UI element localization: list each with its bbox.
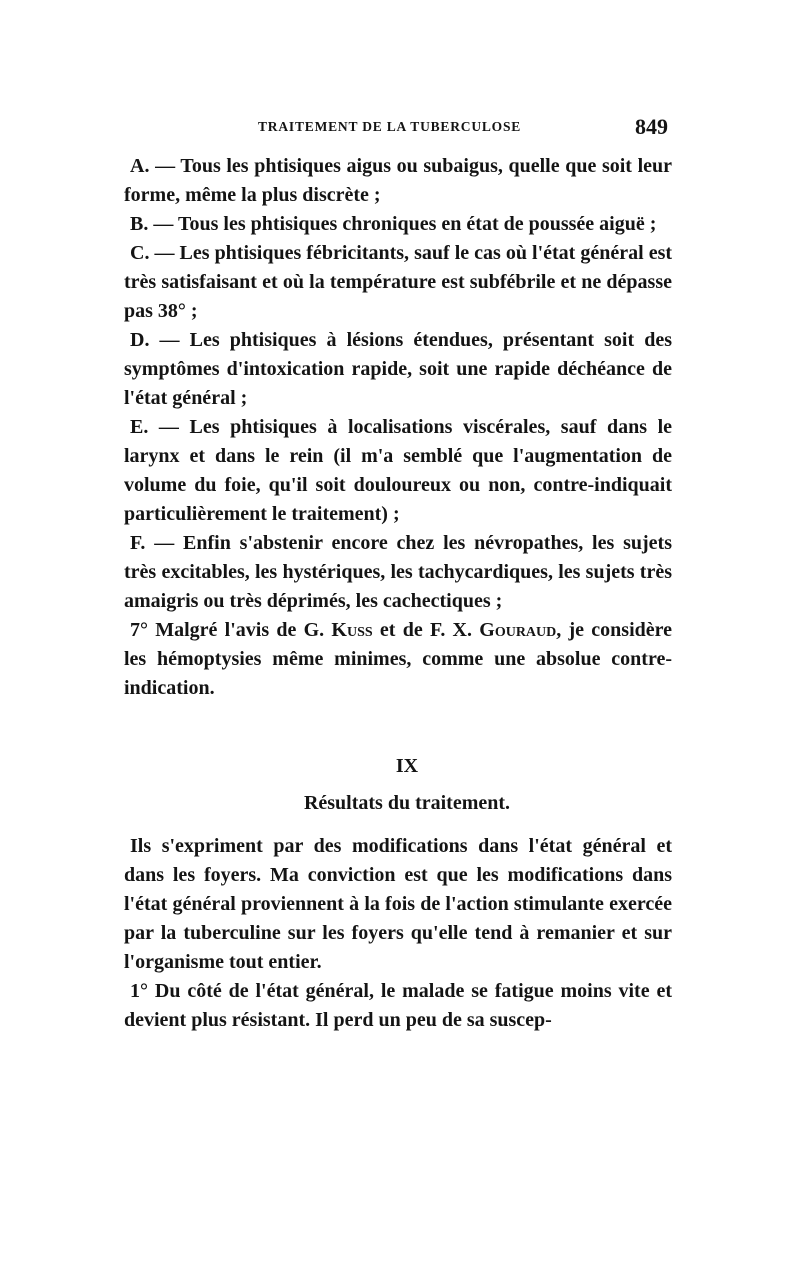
general-state-label: 1° — [130, 980, 148, 1002]
item-text-d: Les phtisiques à lésions étendues, présentant soit des symptômes d'intoxication rapide, soit une rapide déchéance de l'état général ; — [124, 329, 673, 409]
paragraph-d — [124, 326, 672, 413]
item-label-7: 7° — [130, 619, 148, 641]
section-title: Résultats du traitement. — [303, 792, 511, 814]
item7-text-c: , je considère les hémoptysies même minimes, comme une absolue contre-indication. — [124, 619, 673, 699]
item-label-e: E. — — [130, 416, 179, 438]
item-text-c: Les phtisiques fébricitants, sauf le cas où l'état général est très satisfaisant et où la température est subfébrile et ne dépasse pas 38° ; — [124, 242, 673, 322]
item-label-b: B. — — [130, 213, 174, 235]
item-text-b: Tous les phtisiques chroniques en état de poussée aiguë ; — [177, 213, 657, 235]
general-state-paragraph — [124, 977, 672, 1035]
paragraph-7 — [124, 616, 672, 703]
paragraph-b — [124, 210, 672, 239]
item-label-c: C. — — [130, 242, 175, 264]
paragraph-e — [124, 413, 672, 529]
running-title: TRAITEMENT DE LA TUBERCULOSE — [258, 119, 522, 134]
item7-text-b: et de F. X. — [379, 619, 473, 641]
paragraph-f — [124, 529, 672, 616]
page-body — [124, 152, 672, 1035]
general-state-text: Du côté de l'état général, le malade se fatigue moins vite et devient plus résistant. Il perd un peu de sa suscep- — [124, 980, 672, 1031]
running-head — [120, 114, 672, 144]
section-number: IX — [395, 755, 419, 777]
paragraph-c — [124, 239, 672, 326]
item-label-a: A. — — [130, 155, 176, 177]
page-number: 849 — [635, 114, 668, 139]
item-label-d: D. — — [130, 329, 180, 351]
item-text-f: Enfin s'abstenir encore chez les névropathes, les sujets très excitables, les hystériques, les tachycardiques, les sujets très amaigris ou très déprimés, les cachectiques ; — [124, 532, 672, 612]
item7-text-a: Malgré l'avis de G. — [155, 619, 325, 641]
paragraph-a — [124, 152, 672, 210]
item-text-e: Les phtisiques à localisations viscérales, sauf dans le larynx et dans le rein (il m'a semblé que l'augmentation de volume du foie, qu'il soit douloureux ou non, contre-indiquait particulièrement le traitement) ; — [124, 416, 673, 525]
author-name-kuss: Kuss — [331, 619, 373, 641]
item-text-a: Tous les phtisiques aigus ou subaigus, quelle que soit leur forme, même la plus discrète ; — [124, 155, 673, 206]
results-paragraph: Ils s'expriment par des modifications dans l'état général et dans les foyers. Ma conviction est que les modifications dans l'état général proviennent à la fois de l'action stimulante exercée par la tuberculine sur les foyers qu'elle tend à remanier et sur l'organisme tout entier. — [124, 835, 672, 973]
item-label-f: F. — — [130, 532, 175, 554]
author-name-gouraud: Gouraud — [479, 619, 557, 641]
